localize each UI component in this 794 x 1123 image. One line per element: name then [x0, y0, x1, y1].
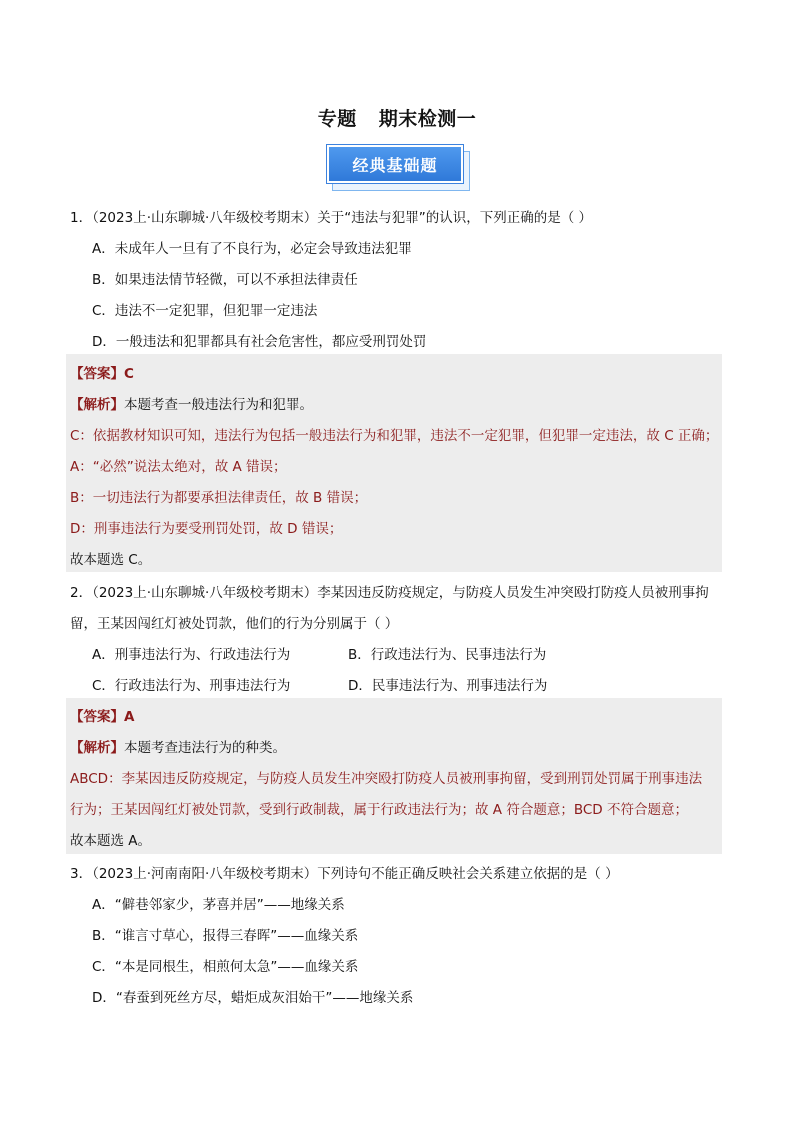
q1-analysis-line-2: A：“必然”说法太绝对，故 A 错误； — [70, 459, 287, 475]
q2-stem-line-1: 2．（2023上·山东聊城·八年级校考期末）李某因违反防疫规定，与防疫人员发生冲突殴打防疫人员被刑事拘 — [70, 585, 709, 601]
q1-answer — [70, 362, 134, 382]
q2-analysis-line-1: ABCD：李某因违反防疫规定，与防疫人员发生冲突殴打防疫人员被刑事拘留，受到刑罚处罚属于刑事违法 — [70, 771, 703, 787]
q1-option-b: B．如果违法情节轻微，可以不承担法律责任 — [92, 272, 358, 288]
q1-answer-label: 【答案】 — [70, 366, 124, 382]
q3-stem: 3．（2023上·河南南阳·八年级校考期末）下列诗句不能正确反映社会关系建立依据的是（ ） — [70, 866, 619, 882]
q3-option-b: B．“谁言寸草心，报得三春晖”——血缘关系 — [92, 928, 359, 944]
q3-option-c: C．“本是同根生，相煎何太急”——血缘关系 — [92, 959, 359, 975]
q2-option-d: D．民事违法行为、刑事违法行为 — [348, 678, 548, 694]
q1-answer-value: C — [124, 366, 134, 382]
q2-answer — [70, 705, 134, 725]
q1-analysis-text: 本题考查一般违法行为和犯罪。 — [124, 397, 313, 413]
q1-analysis-line-1: C：依据教材知识可知，违法行为包括一般违法行为和犯罪，违法不一定犯罪，但犯罪一定违法，故 C 正确； — [70, 428, 719, 444]
q1-option-d: D．一般违法和犯罪都具有社会危害性，都应受刑罚处罚 — [92, 334, 427, 350]
q2-answer-value: A — [124, 709, 135, 725]
badge-label: 经典基础题 — [327, 145, 463, 183]
title-part2: 期末检测一 — [378, 108, 477, 130]
q2-analysis-line-3: 故本题选 A。 — [70, 833, 152, 849]
title-part1: 专题 — [317, 108, 357, 130]
q1-option-c: C．违法不一定犯罪，但犯罪一定违法 — [92, 303, 318, 319]
q2-option-c: C．行政违法行为、刑事违法行为 — [92, 678, 291, 694]
q1-stem: 1．（2023上·山东聊城·八年级校考期末）关于“违法与犯罪”的认识，下列正确的是（ ） — [70, 210, 593, 226]
q1-analysis-line-4: D：刑事违法行为要受刑罚处罚，故 D 错误； — [70, 521, 343, 537]
q2-option-b: B．行政违法行为、民事违法行为 — [348, 647, 547, 663]
q2-analysis-text: 本题考查违法行为的种类。 — [124, 740, 286, 756]
q2-analysis-line-2: 行为；王某因闯红灯被处罚款，受到行政制裁，属于行政违法行为；故 A 符合题意；BCD 不符合题意； — [70, 802, 688, 818]
q2-analysis — [70, 736, 286, 756]
q2-option-a: A．刑事违法行为、行政违法行为 — [92, 647, 291, 663]
section-badge — [327, 145, 471, 191]
q1-analysis-line-5: 故本题选 C。 — [70, 552, 152, 568]
q1-analysis-label: 【解析】 — [70, 397, 124, 413]
q1-analysis — [70, 393, 313, 413]
q3-option-d: D．“春蚕到死丝方尽，蜡炬成灰泪始干”——地缘关系 — [92, 990, 414, 1006]
q2-stem-line-2: 留，王某因闯红灯被处罚款，他们的行为分别属于（ ） — [70, 616, 399, 632]
q3-option-a: A．“僻巷邻家少，茅喜并居”——地缘关系 — [92, 897, 345, 913]
q2-answer-label: 【答案】 — [70, 709, 124, 725]
page-title — [0, 104, 794, 131]
q2-analysis-label: 【解析】 — [70, 740, 124, 756]
q1-analysis-line-3: B：一切违法行为都要承担法律责任，故 B 错误； — [70, 490, 368, 506]
q1-option-a: A．未成年人一旦有了不良行为，必定会导致违法犯罪 — [92, 241, 412, 257]
